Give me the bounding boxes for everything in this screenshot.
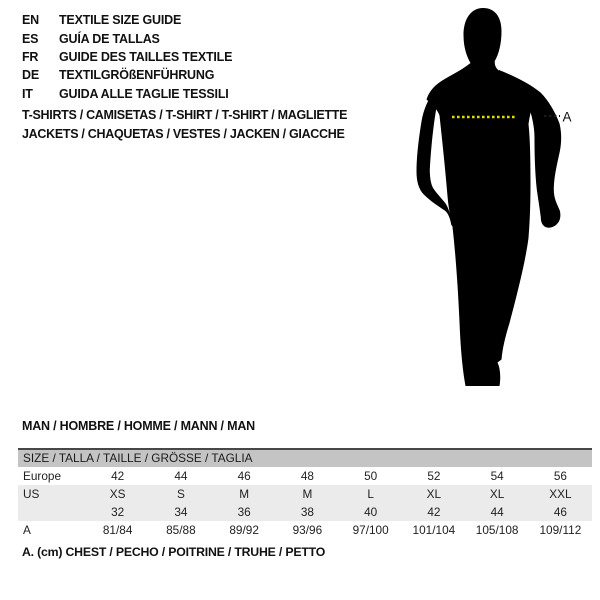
table-row: [18, 503, 592, 521]
man-silhouette-graphic: [398, 0, 588, 402]
row-value: 85/88: [166, 523, 196, 537]
row-value: 56: [553, 469, 567, 483]
row-value: 42: [111, 469, 125, 483]
row-value: L: [367, 487, 374, 501]
row-value: 93/96: [292, 523, 323, 537]
language-list: [22, 11, 232, 103]
row-value: 54: [490, 469, 504, 483]
row-value: 50: [364, 469, 378, 483]
table-row: [18, 521, 592, 539]
language-code: FR: [22, 49, 39, 64]
row-label: US: [23, 487, 40, 501]
language-row: [22, 85, 232, 103]
row-value: M: [239, 487, 250, 501]
size-table: [18, 448, 592, 539]
row-value: 40: [364, 505, 378, 519]
row-value: 52: [427, 469, 441, 483]
row-label: A: [23, 523, 31, 537]
row-value: 36: [237, 505, 251, 519]
row-value: XL: [489, 487, 505, 501]
silhouette-body: [427, 8, 539, 386]
row-value: M: [302, 487, 313, 501]
table-row: [18, 467, 592, 485]
language-code: DE: [22, 68, 39, 83]
row-value: S: [176, 487, 185, 501]
language-label: GUÍA DE TALLAS: [59, 31, 160, 46]
language-code: ES: [22, 31, 39, 46]
language-code: IT: [22, 86, 33, 101]
row-label: [18, 503, 86, 521]
row-value: 109/112: [539, 523, 582, 537]
row-value: XXL: [549, 487, 572, 501]
language-code: EN: [22, 13, 39, 28]
row-value: 44: [174, 469, 188, 483]
row-value: 105/108: [475, 523, 519, 537]
table-row: [18, 485, 592, 503]
size-table-header: SIZE / TALLA / TAILLE / GRÖSSE / TAGLIA: [18, 450, 592, 467]
row-value: 48: [300, 469, 314, 483]
row-value: XS: [109, 487, 126, 501]
language-row: [22, 66, 232, 84]
row-label: Europe: [23, 469, 62, 483]
row-value: 81/84: [102, 523, 133, 537]
row-value: 46: [237, 469, 251, 483]
row-value: 38: [300, 505, 314, 519]
language-label: GUIDA ALLE TAGLIE TESSILI: [59, 86, 229, 101]
man-figure: [398, 0, 588, 402]
row-value: 101/104: [412, 523, 456, 537]
language-label: GUIDE DES TAILLES TEXTILE: [59, 49, 233, 64]
row-value: 89/92: [229, 523, 259, 537]
row-value: XL: [426, 487, 442, 501]
language-row: [22, 11, 232, 29]
row-value: 44: [490, 505, 504, 519]
language-row: [22, 29, 232, 47]
measure-label-a: A: [562, 109, 572, 125]
row-value: 34: [174, 505, 188, 519]
language-row: [22, 48, 232, 66]
category-lines: [22, 106, 347, 144]
category-line: JACKETS / CHAQUETAS / VESTES / JACKEN / GIACCHE: [22, 127, 345, 141]
footnote-chest: A. (cm) CHEST / PECHO / POITRINE / TRUHE / PETTO: [22, 545, 326, 559]
category-line: T-SHIRTS / CAMISETAS / T-SHIRT / T-SHIRT / MAGLIETTE: [22, 108, 348, 122]
language-label: TEXTILE SIZE GUIDE: [59, 13, 182, 28]
row-value: 97/100: [352, 523, 389, 537]
row-value: 32: [111, 505, 125, 519]
section-title-man: MAN / HOMBRE / HOMME / MANN / MAN: [22, 419, 255, 433]
row-value: 46: [553, 505, 567, 519]
row-value: 42: [427, 505, 441, 519]
language-label: TEXTILGRÖßENFÜHRUNG: [59, 68, 215, 83]
